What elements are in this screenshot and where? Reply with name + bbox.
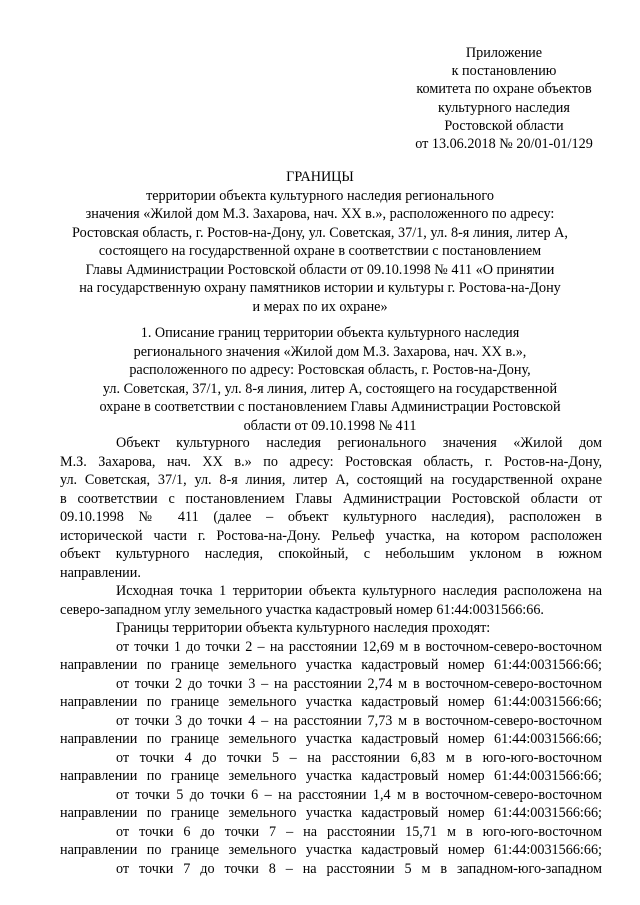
body-line: от точки 2 до точки 3 – на расстоянии 2,74 м в восточном-северо-восточном	[116, 675, 602, 692]
body-line: 09.10.1998 № 411 (далее – объект культурного наследия), расположен в	[60, 509, 602, 525]
section-line: регионального значения «Жилой дом М.З. Захарова, нач. XX в.»,	[133, 343, 527, 360]
body-line: в соответствии с постановлением Главы Администрации Ростовской области от	[60, 490, 602, 507]
body-line: от точки 6 до точки 7 – на расстоянии 15,71 м в юго-юго-восточном	[116, 823, 602, 840]
title-line: на государственную охрану памятников истории и культуры г. Ростова-на-Дону	[79, 280, 561, 296]
body-text	[60, 434, 602, 878]
body-line: от точки 3 до точки 4 – на расстоянии 7,73 м в восточном-северо-восточном	[116, 712, 602, 729]
title-line: и мерах по их охране»	[252, 298, 388, 315]
body-line: направлении по границе земельного участка кадастровый номер 61:44:0031566:66;	[60, 694, 602, 710]
body-line: от точки 5 до точки 6 – на расстоянии 1,4 м в восточном-северо-восточном	[116, 786, 602, 803]
section-line: расположенного по адресу: Ростовская область, г. Ростов-на-Дону,	[129, 362, 531, 378]
section-1-heading	[60, 324, 600, 435]
title-line: Главы Администрации Ростовской области от 09.10.1998 № 411 «О принятии	[85, 261, 555, 278]
body-line: от точки 1 до точки 2 – на расстоянии 12,69 м в восточном-северо-восточном	[116, 638, 602, 655]
body-line: направлении по границе земельного участка кадастровый номер 61:44:0031566:66;	[60, 731, 602, 747]
body-line: от точки 4 до точки 5 – на расстоянии 6,83 м в юго-юго-восточном	[116, 749, 602, 766]
body-line: Исходная точка 1 территории объекта культурного наследия расположена на	[116, 583, 602, 599]
appendix-line: комитета по охране объектов	[416, 81, 592, 98]
document-title	[40, 168, 600, 316]
body-line: направлении по границе земельного участка кадастровый номер 61:44:0031566:66;	[60, 842, 602, 858]
appendix-line: от 13.06.2018 № 20/01-01/129	[415, 136, 593, 153]
title-heading: ГРАНИЦЫ	[286, 169, 354, 185]
body-line: М.З. Захарова, нач. XX в.» по адресу: Ростовская область, г. Ростов-на-Дону,	[60, 453, 602, 470]
section-line: ул. Советская, 37/1, ул. 8-я линия, литер А, состоящего на государственной	[102, 380, 558, 397]
title-line: территории объекта культурного наследия регионального	[146, 187, 494, 204]
body-line: направлении по границе земельного участка кадастровый номер 61:44:0031566:66;	[60, 768, 602, 784]
body-line: Объект культурного наследия регионального значения «Жилой дом	[116, 435, 602, 451]
body-line: направлении по границе земельного участка кадастровый номер 61:44:0031566:66;	[60, 657, 602, 673]
body-line: Границы территории объекта культурного наследия проходят:	[116, 620, 491, 636]
title-line: Ростовская область, г. Ростов-на-Дону, ул. Советская, 37/1, ул. 8-я линия, литер А,	[72, 224, 568, 241]
body-line: ул. Советская, 37/1, ул. 8-я линия, литер А, состоящий на государственной охране	[60, 472, 602, 488]
body-line: объект культурного наследия, спокойный, с небольшим уклоном в южном	[60, 546, 602, 562]
appendix-line: Ростовской области	[444, 117, 564, 134]
appendix-line: к постановлению	[451, 63, 557, 80]
appendix-line: Приложение	[465, 45, 543, 61]
body-line: направлении.	[60, 564, 141, 581]
title-line: состоящего на государственной охране в соответствии с постановлением	[98, 243, 542, 259]
section-line: охране в соответствии с постановлением Главы Администрации Ростовской	[99, 399, 561, 415]
body-line: от точки 7 до точки 8 – на расстоянии 5 м в западном-юго-западном	[116, 860, 602, 877]
body-line: исторической части г. Ростова-на-Дону. Рельеф участка, на котором расположен	[60, 527, 602, 544]
appendix-header	[380, 44, 628, 153]
title-line: значения «Жилой дом М.З. Захарова, нач. XX в.», расположенного по адресу:	[85, 206, 555, 222]
body-line: северо-западном углу земельного участка кадастровый номер 61:44:0031566:66.	[60, 601, 544, 618]
section-line: области от 09.10.1998 № 411	[243, 417, 417, 434]
appendix-line: культурного наследия	[438, 99, 570, 116]
section-line: 1. Описание границ территории объекта культурного наследия	[140, 325, 520, 341]
body-line: направлении по границе земельного участка кадастровый номер 61:44:0031566:66;	[60, 805, 602, 821]
